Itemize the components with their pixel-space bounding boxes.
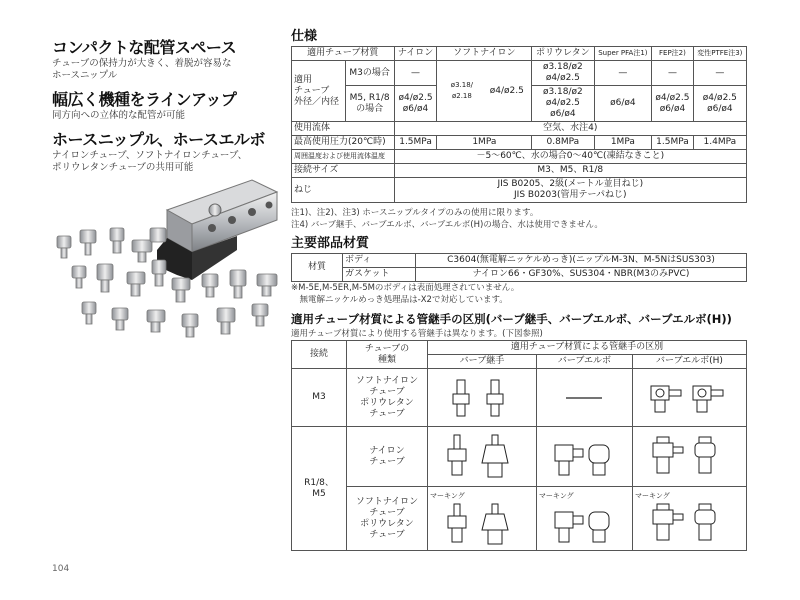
cell-line: ø6/ø4 [550,109,576,119]
cell-line: 適用 [294,74,313,85]
table-cell: — [594,61,652,86]
table-cell: ø6/ø4 [594,86,652,122]
feature-2 [52,90,284,122]
table-cell [652,86,694,122]
cell-line: の場合 [356,103,384,114]
table-cell [532,86,594,122]
features-column [52,38,284,182]
table-row [292,341,747,355]
cell-line: ø4/ø2.5 [702,92,737,103]
table-cell [536,487,632,551]
cell-line: チューブ [369,386,405,397]
table-cell [632,487,746,551]
parts-table [291,253,747,282]
cell-line: R1/8、 [304,477,334,488]
table-cell: — [394,61,437,86]
table-row [292,47,747,61]
table-cell [347,369,428,427]
table-row [292,268,747,282]
cell-line: ポリウレタン [360,397,414,408]
table-cell [347,427,428,487]
cell-line: チューブ [369,529,405,540]
table-cell: M3の場合 [345,61,394,86]
table-row [292,178,747,203]
table-cell: －5〜60℃、水の場合0〜40℃(凍結なきこと) [394,150,746,164]
table-cell: 1.4MPa [693,136,746,150]
cell-line: ø4/ø2.5 [398,92,433,103]
table-cell: M3 [292,369,347,427]
cell-line: ソフトナイロン [355,375,419,386]
not-available-dash [564,393,604,403]
selection-table [291,340,747,551]
table-cell: 1MPa [594,136,652,150]
spec-column [291,28,761,551]
table-cell: ねじ [292,178,395,203]
barb-fitting-drawing [447,376,517,420]
parts-note: 無電解ニッケルめっき処理品は-X2で対応しています。 [291,295,508,305]
table-cell [536,427,632,487]
cell-line: ø4/ø2.5 [545,98,580,108]
cell-line: チューブ [369,456,405,467]
cell-line: ø6/ø4 [402,103,429,114]
table-header: ポリウレタン [532,47,594,61]
table-row [292,487,747,551]
feature-title: 幅広く機種をラインアップ [52,90,237,109]
table-cell: 1MPa [437,136,532,150]
barb-elbow-h-drawing [647,433,731,481]
table-cell [536,369,632,427]
table-cell [428,369,537,427]
cell-line: チューブの [364,343,410,354]
cell-line: ø4/ø2.5 [545,73,580,83]
table-cell: 最高使用圧力(20℃時) [292,136,395,150]
parts-title: 主要部品材質 [291,236,370,251]
table-header: バーブ継手 [428,355,537,369]
cell-line: ポリウレタン [360,518,414,529]
table-cell: 周囲温度および使用流体温度 [292,150,395,164]
table-header: ソフトナイロン [437,47,532,61]
table-cell: 1.5MPa [652,136,694,150]
table-cell [394,86,437,122]
table-cell: M3、M5、R1/8 [394,164,746,178]
barb-elbow-drawing [549,433,619,481]
table-cell: 1.5MPa [394,136,437,150]
cell-line: ナイロン [369,445,405,456]
feature-desc-line: ナイロンチューブ、ソフトナイロンチューブ、 [52,150,248,161]
table-cell: ガスケット [343,268,416,282]
table-cell: ナイロン66・GF30%、SUS304・NBR(M3のみPVC) [416,268,747,282]
cell-line: ø3.18/ø2 [542,87,583,97]
feature-desc-line: 同方向への立体的な配管が可能 [52,110,186,121]
table-row [292,122,747,136]
cell-line: ø4/ø2.5 [655,92,690,103]
table-header: バーブエルボ(H) [632,355,746,369]
selection-title: 適用チューブ材質による管継手の区別(バーブ継手、バーブエルボ、バーブエルボ(H)) [291,312,732,326]
table-row [292,136,747,150]
barb-elbow-h-marked-drawing [647,502,731,546]
table-cell [693,86,746,122]
table-cell [345,86,394,122]
table-cell: 空気、水注4) [394,122,746,136]
table-cell: C3604(無電解ニッケルめっき)(ニップルM-3N、M-5NはSUS303) [416,254,747,268]
table-cell [532,61,594,86]
spec-table [291,46,747,203]
cell-line: ソフトナイロン [355,496,419,507]
parts-note: ※M-5E,M-5ER,M-5Mのボディは表面処理されていません。 [291,283,520,293]
table-cell: — [652,61,694,86]
cell-line: チューブ [369,507,405,518]
cell-line: チューブ [294,85,330,96]
table-cell: ø3.18/ø2.18 [450,81,474,100]
table-row [292,61,747,86]
table-cell [428,487,537,551]
spec-note: 注4) バーブ継手、バーブエルボ、バーブエルボ(H)の場合、水は使用できません。 [291,220,603,230]
table-cell: 材質 [292,254,343,282]
cell-line: M5, R1/8 [349,92,390,103]
table-cell: ø4/ø2.5 [489,85,524,96]
cell-line: チューブ [369,408,405,419]
cell-line: ø6/ø4 [659,103,686,114]
feature-title: ホースニップル、ホースエルボ [52,130,265,149]
table-header: 接続 [292,341,347,369]
table-cell [632,427,746,487]
marking-label: マーキング [634,492,670,500]
table-header: 適用チューブ材質 [292,47,395,61]
table-cell [347,487,428,551]
feature-desc [52,110,284,122]
barb-elbow-marked-drawing [549,502,619,546]
table-cell: — [693,61,746,86]
table-row [292,164,747,178]
page-number: 104 [52,564,70,574]
spec-title: 仕様 [291,29,318,44]
table-cell [292,427,347,551]
table-row [292,150,747,164]
feature-1 [52,38,284,82]
feature-desc [52,150,284,174]
cell-line: ø6/ø4 [707,103,733,114]
table-header [347,341,428,369]
spec-note: 注1)、注2)、注3) ホースニップルタイプのみの使用に限ります。 [291,208,539,218]
marking-label: マーキング [430,492,465,500]
table-row [292,254,747,268]
cell-line: M5 [312,488,326,499]
cell-line: ø3.18/ø2 [542,62,583,72]
table-cell [394,178,746,203]
cell-line: 種類 [377,354,396,365]
table-row [292,369,747,427]
table-cell: 0.8MPa [532,136,594,150]
barb-fitting-drawing [442,433,522,481]
table-header: FEP注2) [652,47,694,61]
barb-fitting-marked-drawing [442,502,522,546]
feature-title: コンパクトな配管スペース [52,38,237,57]
table-row [292,427,747,487]
marking-label: マーキング [538,492,574,500]
cell-line: 外径／内径 [294,96,340,107]
table-header: ナイロン [394,47,437,61]
cell-line: JIS B0205、2級(メートル並目ねじ) [497,179,644,189]
feature-desc-line: ホースニップル [52,70,118,81]
table-cell [632,369,746,427]
feature-desc-line: チューブの保持力が大きく、着脱が容易な [52,58,232,69]
table-cell: ボディ [343,254,416,268]
selection-subtitle: 適用チューブ材質により使用する管継手は異なります。(下図参照) [291,329,543,339]
table-cell: 使用流体 [292,122,395,136]
table-cell [292,61,346,122]
feature-3 [52,130,284,174]
table-header: 変性PTFE注3) [693,47,746,61]
table-header: Super PFA注1) [594,47,652,61]
product-photo [52,178,284,348]
feature-desc [52,58,284,82]
table-cell: 接続サイズ [292,164,395,178]
table-cell [437,61,532,122]
table-header: バーブエルボ [536,355,632,369]
table-header: 適用チューブ材質による管継手の区別 [428,341,747,355]
barb-elbow-h-drawing [647,376,731,420]
table-cell [428,427,537,487]
feature-desc-line: ポリウレタンチューブの共用可能 [52,162,194,173]
cell-line: JIS B0203(管用テーパねじ) [514,190,627,200]
